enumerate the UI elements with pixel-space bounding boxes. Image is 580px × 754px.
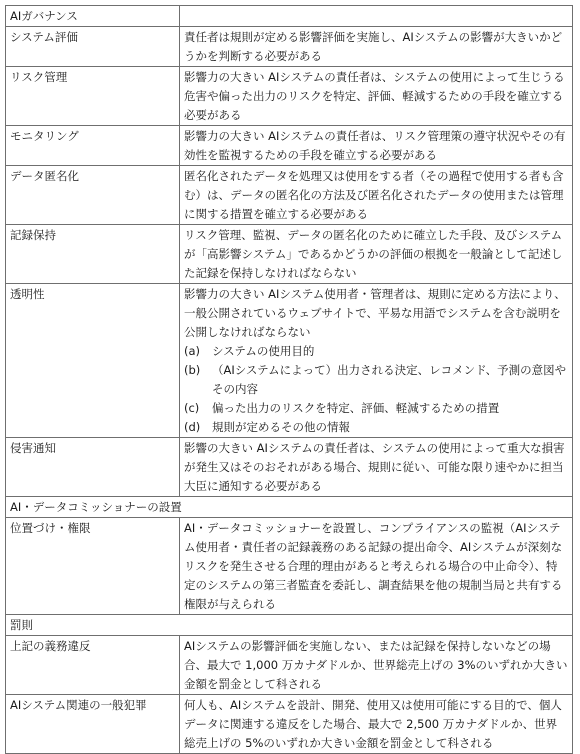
list-marker: (a) [184,344,201,358]
row-description [180,284,573,438]
row-description: 責任者は規則が定める影響評価を実施し、AIシステムの影響が大きいかどうかを判断する必要がある [180,27,573,67]
list-item [184,342,568,361]
row-label: 位置づけ・権限 [6,518,180,615]
row-label: AIシステム関連の一般犯罪 [6,695,180,754]
list-text: 規則が定めるその他の情報 [212,420,350,434]
list-marker: (b) [184,363,201,377]
list-marker: (c) [184,401,200,415]
table-row [6,438,573,497]
section-header: AIガバナンス [6,6,180,27]
section-header-empty [180,6,573,27]
table-row [6,126,573,166]
list-item [184,361,568,399]
ai-regulation-table [5,5,573,754]
list-item [184,418,568,437]
row-label: リスク管理 [6,67,180,126]
section-header-row [6,6,573,27]
table-row [6,518,573,615]
list-item [184,399,568,418]
section-header-row [6,497,573,518]
list-text: 偏った出力のリスクを特定、評価、軽減するための措置 [212,401,500,415]
table-row [6,225,573,284]
row-description: 影響力の大きい AIシステムの責任者は、システムの使用によって生じうる危害や偏った出力のリスクを特定、評価、軽減するための手段を確立する必要がある [180,67,573,126]
row-description: 影響の大きい AIシステムの責任者は、システムの使用によって重大な損害が発生又はそのおそれがある場合、規則に従い、可能な限り速やかに担当大臣に通知する必要がある [180,438,573,497]
row-description: リスク管理、監視、データの匿名化のために確立した手段、及びシステムが「高影響システム」であるかどうかの評価の根拠を一般論として記述した記録を保持しなければならない [180,225,573,284]
row-label: モニタリング [6,126,180,166]
row-label: 記録保持 [6,225,180,284]
table-row [6,27,573,67]
row-description: 匿名化されたデータを処理又は使用をする者（その過程で使用する者も含む）は、データの匿名化の方法及び匿名化されたデータの使用または管理に関する措置を確立する必要がある [180,166,573,225]
table-row [6,67,573,126]
list-marker: (d) [184,420,201,434]
list-text: （AIシステムによって）出力される決定、レコメンド、予測の意図やその内容 [212,363,567,396]
row-label: 上記の義務違反 [6,636,180,695]
row-description: 何人も、AIシステムを設計、開発、使用又は使用可能にする目的で、個人データに関連する違反をした場合、最大で 2,500 万カナダドルか、世界総売上げの 5%のいずれか大きい金額を罰金として科される [180,695,573,754]
row-label: システム評価 [6,27,180,67]
table-row [6,695,573,754]
row-description: 影響力の大きい AIシステムの責任者は、リスク管理策の遵守状況やその有効性を監視するための手段を確立する必要がある [180,126,573,166]
section-header: AI・データコミッショナーの設置 [6,497,573,518]
row-description: AI・データコミッショナーを設置し、コンプライアンスの監視（AIシステム使用者・責任者の記録義務のある記録の提出命令、AIシステムが深刻なリスクを発生させる合理的理由があると考えられる場合の中止命令）、特定のシステムの第三者監査を委託し、調査結果を他の規制当局と共有する権限が与えられる [180,518,573,615]
table-row [6,284,573,438]
row-label: 透明性 [6,284,180,438]
section-header: 罰則 [6,615,573,636]
list-text: システムの使用目的 [212,344,315,358]
transparency-intro: 影響力の大きい AIシステム使用者・管理者は、規則に定める方法により、一般公開されているウェブサイトで、平易な用語でシステムを含む説明を公開しなければならない [184,287,566,339]
row-label: 侵害通知 [6,438,180,497]
section-header-row [6,615,573,636]
table-row [6,166,573,225]
row-label: データ匿名化 [6,166,180,225]
row-description: AIシステムの影響評価を実施しない、または記録を保持しないなどの場合、最大で 1,000 万カナダドルか、世界総売上げの 3%のいずれか大きい金額を罰金として科される [180,636,573,695]
table-row [6,636,573,695]
